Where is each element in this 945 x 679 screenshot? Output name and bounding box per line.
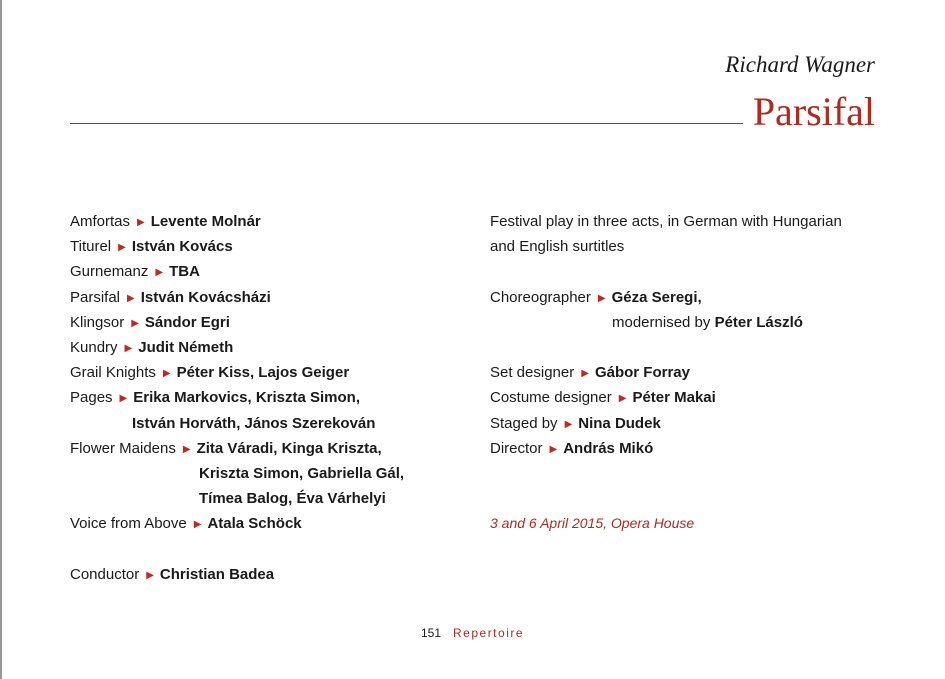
triangle-arrow-icon: ▶ [127,292,135,304]
cast-name: Tímea Balog, Éva Várhelyi [199,490,386,508]
triangle-arrow-icon: ▶ [597,292,606,304]
page-footer [0,626,945,640]
cast-role: Parsifal [70,288,121,306]
crew-name: Gábor Forray [594,364,690,382]
cast-role: Pages [70,389,113,407]
triangle-arrow-icon: ▶ [124,342,133,354]
cast-name: Zita Váradi, Kinga Kriszta, [196,439,382,457]
intro-line: and English surtitles [490,238,625,256]
cast-role: Grail Knights [70,364,156,382]
crew-role: Costume designer [490,389,612,407]
cast-name: István Kovács [131,238,233,256]
triangle-arrow-icon: ▶ [119,393,128,405]
conductor-row [70,562,470,587]
crew-name: Nina Dudek [578,414,661,432]
cast-name: Levente Molnár [150,213,261,230]
composer-name: Richard Wagner [725,52,875,77]
performance-dates: 3 and 6 April 2015, Opera House [490,515,695,532]
triangle-arrow-icon: ▶ [549,443,558,455]
triangle-arrow-icon: ▶ [131,317,139,329]
crew-role: Set designer [490,364,575,382]
choreographer-note-row [490,310,910,335]
triangle-arrow-icon: ▶ [182,443,191,455]
cast-row [70,335,470,360]
cast-role: Kundry [70,338,118,356]
cast-row [70,511,470,536]
cast-name: TBA [169,263,200,281]
crew-name: Péter László [714,313,803,331]
crew-role: Choreographer [490,288,591,306]
crew-row [490,385,910,410]
cast-row [70,234,470,259]
cast-row [70,436,470,461]
section-name: Repertoire [453,626,525,640]
cast-row [70,259,470,284]
crew-name: Péter Makai [632,389,716,407]
cast-name: Judit Németh [138,338,234,356]
title-rule [70,123,743,124]
cast-name: István Horváth, János Szerekován [132,414,376,432]
cast-row [70,310,470,335]
cast-role: Amfortas [70,213,131,230]
cast-role: Gurnemanz [70,263,149,281]
cast-name: Kriszta Simon, Gabriella Gál, [199,464,405,482]
opera-title: Parsifal [752,89,875,134]
cast-name: Sándor Egri [144,313,230,331]
triangle-arrow-icon: ▶ [564,418,573,430]
triangle-arrow-icon: ▶ [581,368,589,380]
triangle-arrow-icon: ▶ [155,267,164,279]
conductor-name: Christian Badea [159,565,275,583]
cast-row-continuation [70,461,470,486]
choreographer-note: modernised by [612,313,715,331]
cast-row-continuation [70,486,470,511]
triangle-arrow-icon: ▶ [193,519,202,531]
crew-row [490,360,910,385]
cast-name: István Kovácsházi [140,288,271,306]
cast-name: Péter Kiss, Lajos Geiger [176,364,350,382]
triangle-arrow-icon: ▶ [137,217,145,228]
cast-column [70,209,470,587]
triangle-arrow-icon: ▶ [162,368,171,380]
cast-role: Klingsor [70,313,125,331]
cast-row [70,209,470,234]
crew-name: András Mikó [563,439,654,457]
cast-row-continuation [70,411,470,436]
page-number: 151 [420,626,441,640]
cast-role: Titurel [70,238,112,256]
cast-row [70,385,470,410]
crew-name: Géza Seregi, [611,288,702,306]
conductor-role: Conductor [70,565,140,583]
cast-name: Erika Markovics, Kriszta Simon, [133,389,361,407]
crew-role: Director [490,439,543,457]
cast-role: Flower Maidens [70,439,176,457]
cast-name: Atala Schöck [207,515,302,533]
cast-row [70,360,470,385]
triangle-arrow-icon: ▶ [118,242,126,254]
cast-role: Voice from Above [70,515,187,533]
intro-line: Festival play in three acts, in German with Hungarian [490,213,842,230]
choreographer-row [490,285,910,310]
triangle-arrow-icon: ▶ [618,393,627,405]
crew-row [490,436,910,461]
cast-row [70,285,470,310]
crew-role: Staged by [490,414,558,432]
page-edge [0,0,2,679]
triangle-arrow-icon: ▶ [146,569,154,581]
crew-row [490,411,910,436]
info-column [490,209,910,536]
